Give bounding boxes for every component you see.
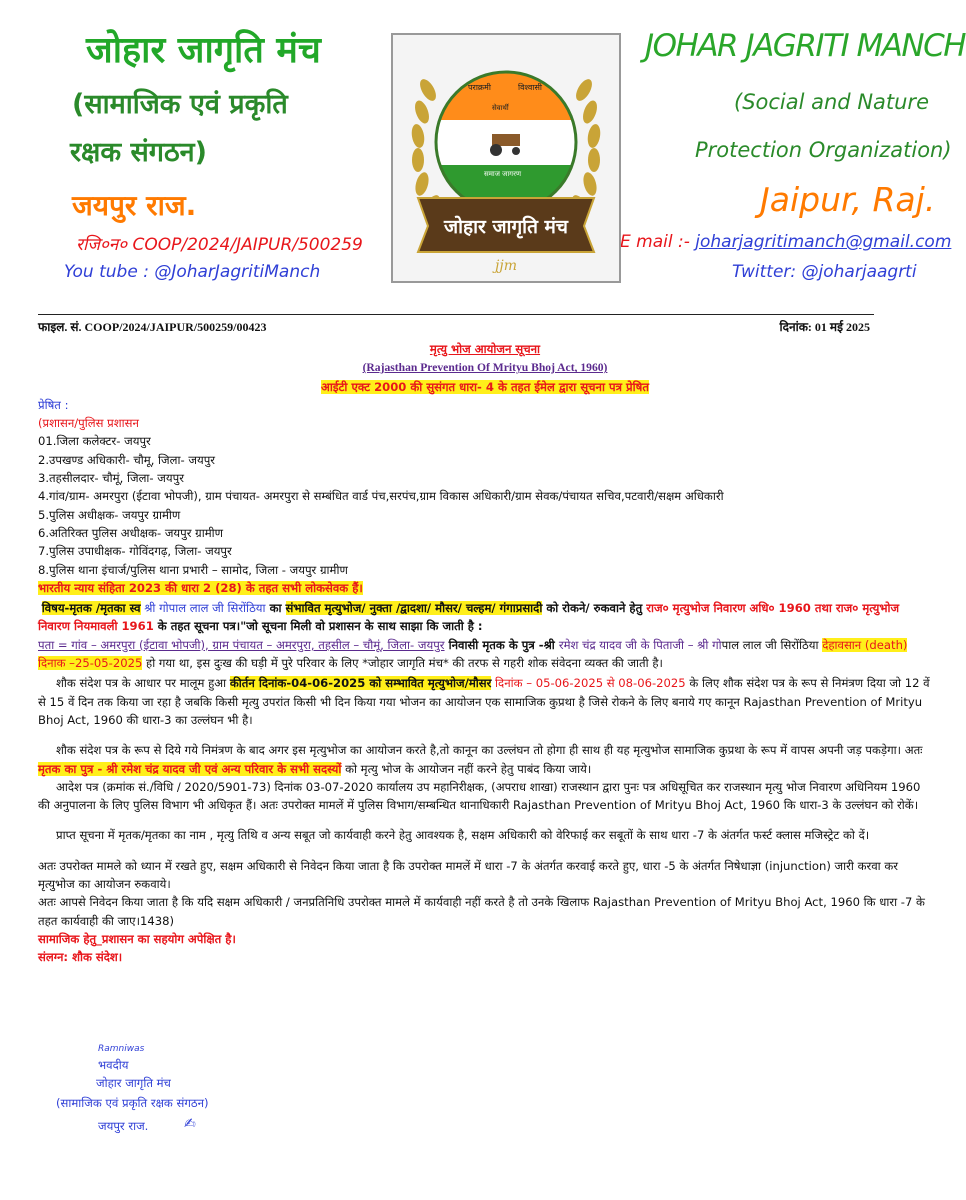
bns-line: भारतीय न्याय संहिता 2023 की धारा 2 (28) के तहत सभी लोकसेवक हैं। (38, 580, 363, 595)
paragraph-order: आदेश पत्र (क्रमांक सं./विधि / 2020/5901-73) दिनांक 03-07-2020 कार्यालय उप महानिरीक्षक, (अपराध शाखा) राजस्थान द्वारा पुनः पत्र अधिसूचित कर राजस्थान मृत्यु भोज निवारण अधिनियम 1960 की अनुपालना के लिए पुलिस विभाग भी अधिकृत हैं। अतः उपरोक्त मामलें में पुलिस विभाग/सम्बन्धित थानाधिकारी Rajasthan Prevention of Mrityu Bhoj Act, 1960 कि धारा-3 के उल्लंघन को रोकें। (38, 779, 921, 813)
signoff-city: जयपुर राज. (98, 1119, 149, 1133)
address-text: पाल लाल जी सिरोंठिया (721, 637, 823, 652)
act-name: (Rajasthan Prevention Of Mrityu Bhoj Act, 1960) (362, 361, 608, 375)
para-text: को मृत्यु भोज के आयोजन नहीं करने हेतु पाबंद किया जाये। (341, 761, 592, 776)
org-subtitle-english-line1: (Social and Nature (734, 90, 929, 114)
notice-heading: मृत्यु भोज आयोजन सूचना (429, 342, 541, 356)
subject-text: का (265, 601, 286, 616)
death-date: देहावसान (death) दिनाक –25-05-2025 (38, 637, 908, 671)
org-city-english: Jaipur, Raj. (760, 180, 936, 219)
address-text: पता = गांव – अमरपुरा (ईटावा भोपजी), ग्राम पंचायत – अमरपुरा, तहसील – चौमूं, जिला- जयपुर (38, 637, 445, 652)
para-text: शौक संदेश पत्र के रूप से दिये गये निमंत्रण के बाद अगर इस मृत्युभोज का आयोजन करते है,तो कानून का उल्लंघन तो होगा ही साथ ही यह मृत्युभोज सामाजिक कुप्रथा के रूप में वापस अपनी जड़ पकड़ेगा। अतः (56, 743, 923, 758)
recipient-item: 5.पुलिस अधीक्षक- जयपुर ग्रामीण (38, 507, 181, 522)
it-act-line: आईटी एक्ट 2000 की सुसंगत धारा- 4 के तहत ईमेल द्वारा सूचना पत्र प्रेषित (321, 379, 649, 394)
letterhead-divider (38, 314, 874, 315)
email-line (620, 232, 951, 252)
recipient-item: 3.तहसीलदार- चौमूं, जिला- जयपुर (38, 471, 184, 486)
subject-paragraph (38, 599, 932, 636)
kirtan-date: कीर्तन दिनांक-04-06-2025 को सम्भावित मृत्युभोज/मौसर (229, 676, 492, 691)
org-subtitle-hindi-line1: (सामाजिक एवं प्रकृति (72, 89, 288, 120)
subject-text: के तहत सूचना पत्र।"जो सूचना मिली वो प्रशासन के साथ साझा कि जाती है : (153, 619, 483, 634)
para-text: शौक संदेश पत्र के आधार पर मालूम हुआ (56, 676, 230, 691)
signoff-org-desc: (सामाजिक एवं प्रकृति रक्षक संगठन) (56, 1096, 209, 1110)
paragraph-request: अतः उपरोक्त मामले को ध्यान में रखते हुए, सक्षम अधिकारी से निवेदन किया जाता है कि उपरोक्त मामलें में धारा -7 के अंतर्गत करवाई करते हुए, धारा -5 के अंतर्गत निषेधाज्ञा (injunction) जारी करवा कर मृत्युभोज का आयोजन रुकवाये। (38, 858, 899, 892)
recipient-item: 7.पुलिस उपाधीक्षक- गोविंदगढ़, जिला- जयपुर (38, 544, 232, 559)
paragraph-invitation (38, 674, 932, 729)
to-label: प्रेषित : (38, 397, 69, 412)
cooperation-line: सामाजिक हेतु_प्रशासन का सहयोग अपेक्षित है। (38, 931, 236, 946)
subject-act: राज० मृत्युभोज निवारण अधि० 1960 तथा राज० मृत्युभोज निवारण नियमावली 1961 (38, 601, 900, 634)
org-logo (388, 30, 624, 286)
logo-monogram: jjm (495, 258, 517, 274)
subject-event: संभावित मृत्युभोज/ नुक्ता /द्वादशा/ मौसर/ चल्हम/ गंगाप्रसादी (285, 601, 543, 616)
logo-text-top: सेवार्थी (492, 104, 509, 112)
subject-text: को रोकने/ रुकवाने हेतु (542, 601, 647, 616)
recipient-item: 2.उपखण्ड अधिकारी- चौमू, जिला- जयपुर (38, 452, 216, 467)
org-subtitle-english-line2: Protection Organization) (695, 138, 952, 162)
logo-text-right: विश्वासी (518, 83, 542, 92)
registration-number: रजि०न० COOP/2024/JAIPUR/500259 (76, 235, 363, 255)
org-subtitle-hindi-line2: रक्षक संगठन) (70, 137, 208, 168)
recipient-item: 4.गांव/ग्राम- अमरपुरा (ईटावा भोपजी), ग्राम पंचायत- अमरपुरा से सम्बंधित वार्ड पंच,सरपंच,ग्राम विकास अधिकारी/ग्राम सेवक/पंचायत सचिव,पटवारी/सक्षम अधिकारी (38, 489, 724, 504)
logo-text-left: पराक्रमी (468, 83, 491, 92)
logo-banner-text: जोहार जागृति मंच (444, 216, 568, 238)
recipient-item: 6.अतिरिक्त पुलिस अधीक्षक- जयपुर ग्रामीण (38, 525, 224, 540)
address-son: रमेश चंद्र यादव जी के पिताजी – श्री गो (558, 637, 722, 652)
thumb-icon: ✍ (184, 1116, 196, 1132)
admin-label: (प्रशासन/पुलिस प्रशासन (38, 416, 139, 431)
org-name-hindi: जोहार जागृति मंच (86, 30, 321, 71)
recipient-list (38, 432, 932, 578)
org-name-english: JOHAR JAGRITI MANCH (645, 28, 966, 64)
event-dates: दिनांक – 05-06-2025 से 08-06-2025 (491, 676, 686, 691)
subject-prefix: विषय-मृतक /मृतका स्व (41, 601, 141, 616)
paragraph-binding (38, 741, 932, 778)
family-members: मृतक का पुत्र - श्री रमेश चंद्र यादव जी एवं अन्य परिवार के सभी सदस्यों (38, 761, 342, 776)
address-paragraph (38, 636, 932, 673)
heading-block (38, 340, 932, 396)
logo-text-center: समाज जागरण (484, 170, 522, 178)
reference-row (38, 318, 932, 336)
recipient-item: 01.जिला कलेक्टर- जयपुर (38, 434, 151, 449)
para-text: के लिए शौक संदेश पत्र के रूप से निमंत्रण दिया जो 12 वें से 15 वें दिन तक किया जा रहा है जबकि किसी मृत्यु उपरांत किसी भी दिन किया गया भोजन का आयोजन एक सामाजिक कुप्रथा है जिसे रोकने के लिए बनाये गए कानून Rajasthan Prevention of Mrityu Bhoj Act, 1960 की धारा-3 का उल्लंघन भी है। (38, 676, 930, 727)
org-city-hindi: जयपुर राज. (72, 189, 197, 222)
subject-deceased: श्री गोपाल लाल जी सिरोंठिया (140, 601, 266, 616)
signoff-org: जोहार जागृति मंच (96, 1076, 171, 1090)
recipient-item: 8.पुलिस थाना इंचार्ज/पुलिस थाना प्रभारी – सामोद, जिला - जयपुर ग्रामीण (38, 562, 348, 577)
signoff-yours: भवदीय (98, 1058, 129, 1072)
email-label: E mail :- (620, 232, 696, 252)
email-link[interactable]: joharjagritimanch@gmail.com (695, 232, 952, 252)
paragraph-action: अतः आपसे निवेदन किया जाता है कि यदि सक्षम अधिकारी / जनप्रतिनिधि उपरोक्त मामले में कार्यवाही नहीं करते है तो उनके खिलाफ Rajasthan Prevention of Mrityu Bhoj Act, 1960 कि धारा -7 के तहत कार्यवाही की जाए।1438) (38, 895, 925, 928)
youtube-handle: You tube : @JoharJagritiManch (64, 262, 321, 282)
enclosure-line: संलग्न: शौक संदेश। (38, 950, 123, 965)
notice-date: दिनांक: 01 मई 2025 (779, 320, 870, 334)
address-text: निवासी मृतक के पुत्र -श्री (444, 637, 559, 652)
paragraph-evidence: प्राप्त सूचना में मृतक/मृतका का नाम , मृत्यु तिथि व अन्य सबूत जो कार्यवाही करने हेतु आवश्यक है, सक्षम अधिकारी को वेरिफाई कर सबूतों के साथ धारा -7 के अंतर्गत फर्स्ट क्लास मजिस्ट्रेट को दें। (56, 828, 870, 843)
twitter-handle: Twitter: @joharjaagrti (732, 262, 917, 282)
signature: Ramniwas (98, 1044, 145, 1054)
file-number: फाइल. सं. COOP/2024/JAIPUR/500259/00423 (38, 320, 267, 334)
address-text: हो गया था, इस दुःख की घड़ी में पुरे परिवार के लिए *जोहार जागृति मंच* की तरफ से गहरी शोक संवेदना व्यक्त की जाती है। (142, 656, 663, 671)
notice-body (38, 318, 932, 967)
